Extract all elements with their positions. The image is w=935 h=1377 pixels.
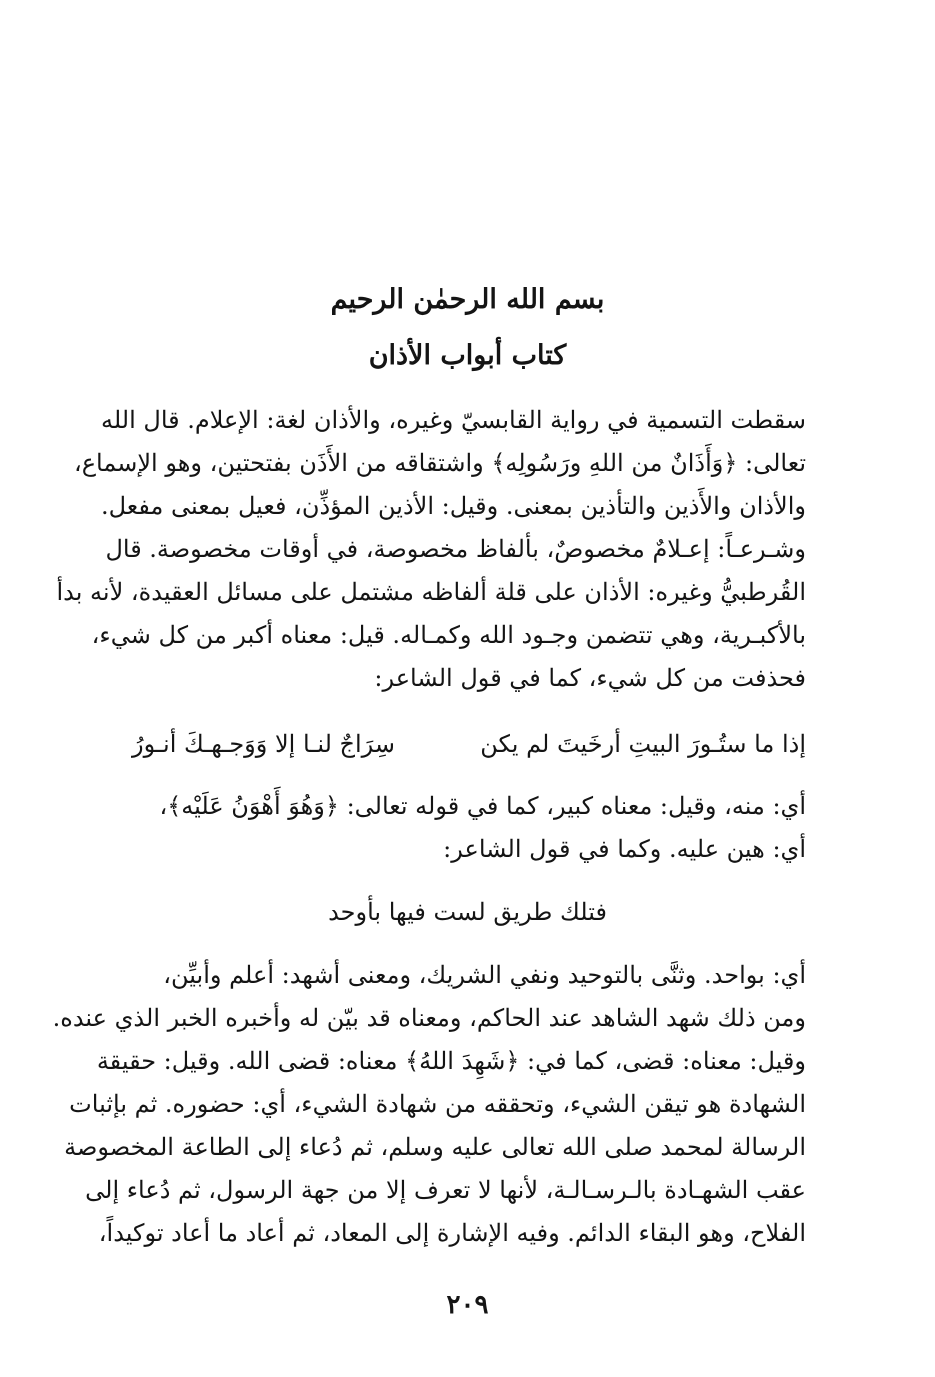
text-line: ومن ذلك شهد الشاهد عند الحاكم، ومعناه قد بيّن له وأخبره الخبر الذي عنده. [52, 1004, 806, 1032]
text-line: الفلاح، وهو البقاء الدائم. وفيه الإشارة إلى المعاد، ثم أعاد ما أعاد توكيداً، [98, 1219, 806, 1247]
verse-first-hemistich: إذا ما ستُـورَ البيتِ أرخَيتَ لم يكن [480, 730, 806, 758]
text-line: وقيل: معناه: قضى، كما في: ﴿شَهِدَ اللهُ﴾ معناه: قضى الله. وقيل: حقيقة [96, 1047, 806, 1075]
paragraph-2 [132, 785, 806, 871]
text-line: أي: بواحد. وثنَّى بالتوحيد ونفي الشريك، ومعنى أشهد: أعلم وأبيِّن، [163, 961, 806, 989]
text-line: الرسالة لمحمد صلى الله تعالى عليه وسلم، ثم دُعاء إلى الطاعة المخصوصة [64, 1133, 806, 1161]
paragraph-1 [56, 399, 806, 700]
text-line: تعالى: ﴿وَأَذَانٌ من اللهِ ورَسُولِه﴾ واشتقاقه من الأَذَن بفتحتين، وهو الإسماع، [73, 449, 806, 477]
text-line: أي: منه، وقيل: معناه كبير، كما في قوله تعالى: ﴿وَهُوَ أَهْوَنُ عَلَيْه﴾، [159, 792, 806, 820]
text-line: وشـرعـاً: إعـلامٌ مخصوصٌ، بألفاظ مخصوصة، في أوقات مخصوصة. قال [105, 535, 806, 563]
verse-second-hemistich: سِرَاجٌ لنـا إلا وَوَجـهـكَ أنـورُ [132, 730, 396, 758]
page-number: ٢٠٩ [446, 1290, 489, 1320]
basmala-heading: بسم الله الرحمٰن الرحيم [330, 284, 605, 315]
text-line: القُرطبيُّ وغيره: الأذان على قلة ألفاظه مشتمل على مسائل العقيدة، لأنه بدأ [56, 578, 806, 606]
text-line: الشهادة هو تيقن الشيء، وتحققه من شهادة الشيء، أي: حضوره. ثم بإثبات [69, 1090, 806, 1118]
chapter-title: كتاب أبواب الأذان [368, 340, 567, 371]
text-line: بالأكبـرية، وهي تتضمن وجـود الله وكمـاله. قيل: معناه أكبر من كل شيء، [91, 621, 806, 649]
text-line: والأذان والأَذين والتأذين بمعنى. وقيل: الأذين المؤذِّن، فعيل بمعنى مفعل. [100, 492, 806, 520]
text-line: أي: هين عليه. وكما في قول الشاعر: [443, 835, 806, 863]
text-line: عقب الشهـادة بالـرسـالـة، لأنها لا تعرف إلا من جهة الرسول، ثم دُعاء إلى [85, 1176, 806, 1204]
paragraph-3 [52, 954, 806, 1255]
text-line: سقطت التسمية في رواية القابسيّ وغيره، والأذان لغة: الإعلام. قال الله [100, 406, 806, 434]
text-line: فحذفت من كل شيء، كما في قول الشاعر: [374, 664, 806, 692]
verse-2: فتلك طريق لست فيها بأوحد [328, 898, 607, 926]
verse-1 [132, 722, 806, 766]
